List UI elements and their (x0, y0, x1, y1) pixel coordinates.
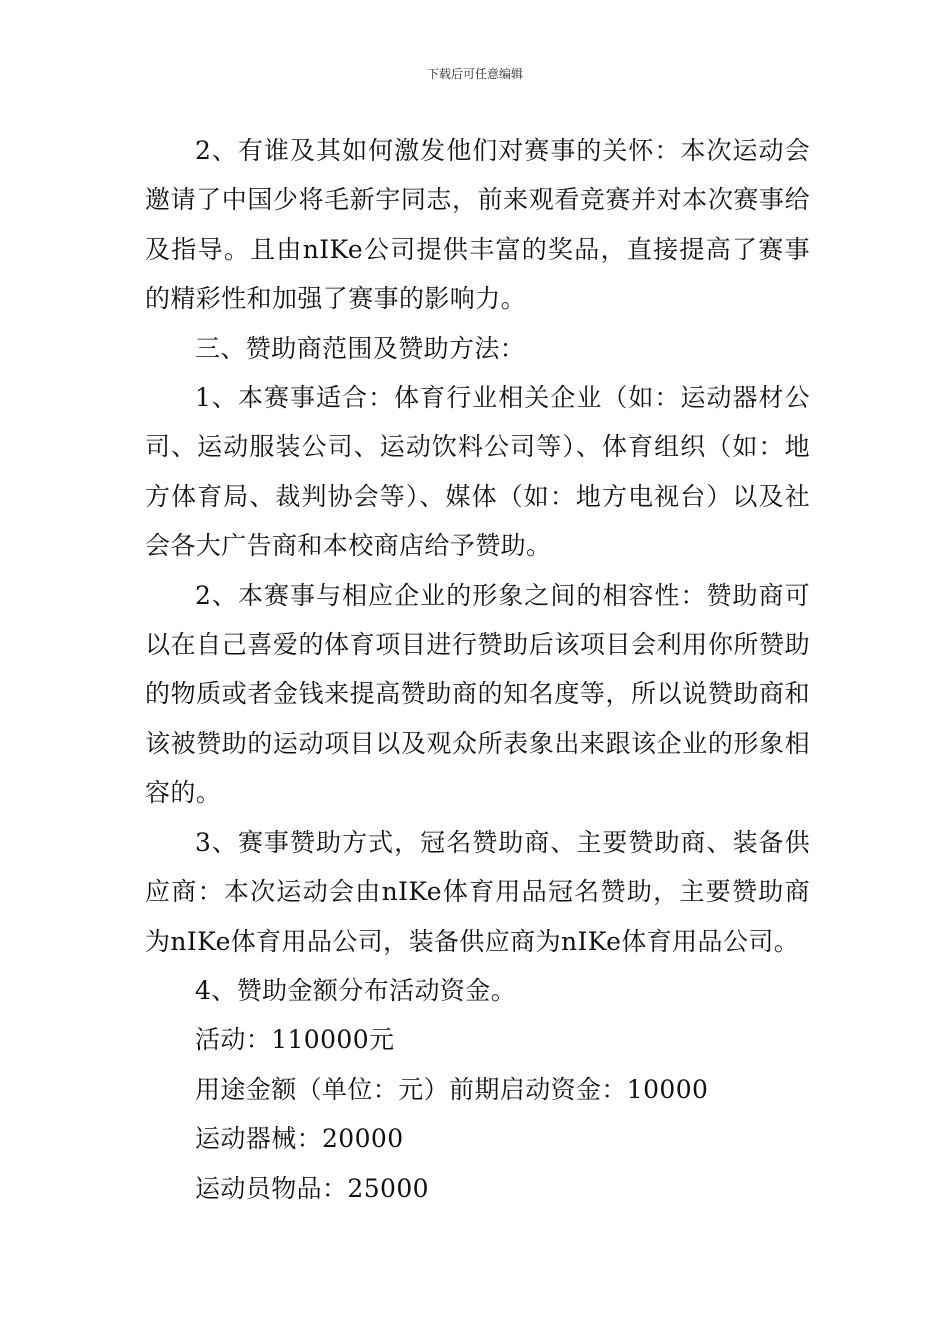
paragraph-funding-distribution: 4、赞助金额分布活动资金。 (195, 975, 517, 1005)
paragraph-sponsor-scope: 1、本赛事适合：体育行业相关企业（如：运动器材公司、运动服装公司、运动饮料公司等）、体育组织（如：地方体育局、裁判协会等）、媒体（如：地方电视台）以及社会各大广告商和本校商店给予赞助。 (145, 383, 810, 561)
budget-line-total: 活动：110000元 (195, 1025, 395, 1055)
budget-line-startup: 用途金额（单位：元）前期启动资金：10000 (195, 1074, 709, 1104)
budget-line-equipment: 运动器械：20000 (195, 1124, 404, 1154)
budget-line-athlete-goods: 运动员物品：25000 (195, 1173, 429, 1203)
paragraph-event-guests: 2、有谁及其如何激发他们对赛事的关怀：本次运动会邀请了中国少将毛新宇同志，前来观看竞赛并对本次赛事给及指导。且由nIKe公司提供丰富的奖品，直接提高了赛事的精彩性和加强了赛事的影响力。 (145, 136, 810, 314)
document-body (145, 126, 810, 1213)
page-header-note: 下载后可任意编辑 (426, 67, 523, 81)
paragraph-image-compatibility: 2、本赛事与相应企业的形象之间的相容性：赞助商可以在自己喜爱的体育项目进行赞助后该项目会利用你所赞助的物质或者金钱来提高赞助商的知名度等，所以说赞助商和该被赞助的运动项目以及观众所表象出来跟该企业的形象相容的。 (145, 580, 810, 808)
paragraph-sponsorship-method: 3、赛事赞助方式，冠名赞助商、主要赞助商、装备供应商：本次运动会由nIKe体育用品冠名赞助，主要赞助商为nIKe体育用品公司，装备供应商为nIKe体育用品公司。 (145, 827, 810, 956)
section-heading-sponsors: 三、赞助商范围及赞助方法： (195, 333, 526, 363)
